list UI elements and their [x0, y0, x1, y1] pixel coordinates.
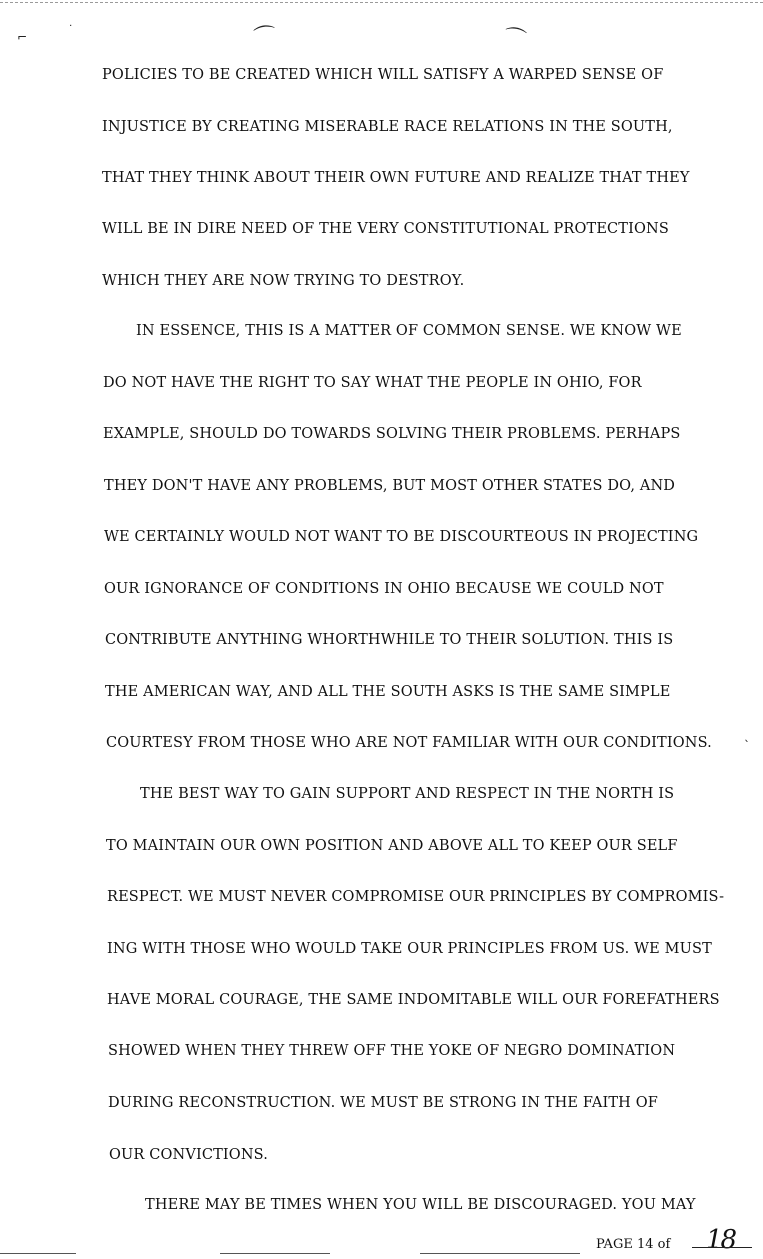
text-line: SHOWED WHEN THEY THREW OFF THE YOKE OF NEGRO DOMINATION — [108, 1043, 676, 1059]
scan-mark-left: ⌐ — [17, 30, 28, 44]
text-line: OUR IGNORANCE OF CONDITIONS IN OHIO BECAUSE WE COULD NOT — [104, 581, 664, 597]
text-line: ING WITH THOSE WHO WOULD TAKE OUR PRINCIPLES FROM US. WE MUST — [107, 941, 712, 957]
punch-mark-left: ⌒ — [252, 23, 278, 52]
text-line: THERE MAY BE TIMES WHEN YOU WILL BE DISCOURAGED. YOU MAY — [145, 1197, 696, 1213]
text-line: THAT THEY THINK ABOUT THEIR OWN FUTURE AND REALIZE THAT THEY — [102, 170, 690, 186]
footer-rule — [420, 1253, 580, 1254]
scan-mark-left-dot: ․ — [69, 18, 73, 29]
text-line: COURTESY FROM THOSE WHO ARE NOT FAMILIAR WITH OUR CONDITIONS. — [106, 735, 712, 751]
text-line: WILL BE IN DIRE NEED OF THE VERY CONSTITUTIONAL PROTECTIONS — [102, 221, 669, 237]
top-dashed-border — [0, 2, 763, 3]
text-line: DURING RECONSTRUCTION. WE MUST BE STRONG IN THE FAITH OF — [108, 1095, 658, 1111]
text-line: HAVE MORAL COURAGE, THE SAME INDOMITABLE WILL OUR FOREFATHERS — [107, 992, 720, 1008]
page-total-underline — [692, 1247, 752, 1248]
footer-rule — [0, 1253, 76, 1254]
text-line: CONTRIBUTE ANYTHING WHORTHWHILE TO THEIR SOLUTION. THIS IS — [105, 632, 674, 648]
text-line: EXAMPLE, SHOULD DO TOWARDS SOLVING THEIR PROBLEMS. PERHAPS — [103, 426, 681, 442]
text-line: THE AMERICAN WAY, AND ALL THE SOUTH ASKS IS THE SAME SIMPLE — [105, 684, 671, 700]
text-line: DO NOT HAVE THE RIGHT TO SAY WHAT THE PEOPLE IN OHIO, FOR — [103, 375, 642, 391]
text-line: WE CERTAINLY WOULD NOT WANT TO BE DISCOURTEOUS IN PROJECTING — [104, 529, 699, 545]
text-line: IN ESSENCE, THIS IS A MATTER OF COMMON SENSE. WE KNOW WE — [136, 323, 682, 339]
text-line: RESPECT. WE MUST NEVER COMPROMISE OUR PRINCIPLES BY COMPROMIS- — [107, 889, 725, 905]
page-number-label: PAGE 14 of — [596, 1237, 671, 1252]
text-line: WHICH THEY ARE NOW TRYING TO DESTROY. — [102, 273, 465, 289]
text-line: THE BEST WAY TO GAIN SUPPORT AND RESPECT IN THE NORTH IS — [140, 786, 675, 802]
text-line: THEY DON'T HAVE ANY PROBLEMS, BUT MOST OTHER STATES DO, AND — [104, 478, 676, 494]
text-line: POLICIES TO BE CREATED WHICH WILL SATISFY A WARPED SENSE OF — [102, 67, 664, 83]
footer-rule — [220, 1253, 330, 1254]
page-total-handwritten: 18 — [706, 1225, 736, 1255]
scan-mark-right: ˎ — [744, 728, 750, 742]
punch-mark-right: ⌒ — [501, 25, 528, 54]
text-line: OUR CONVICTIONS. — [109, 1147, 268, 1163]
text-line: TO MAINTAIN OUR OWN POSITION AND ABOVE ALL TO KEEP OUR SELF — [106, 838, 678, 854]
text-line: INJUSTICE BY CREATING MISERABLE RACE RELATIONS IN THE SOUTH, — [102, 119, 673, 135]
